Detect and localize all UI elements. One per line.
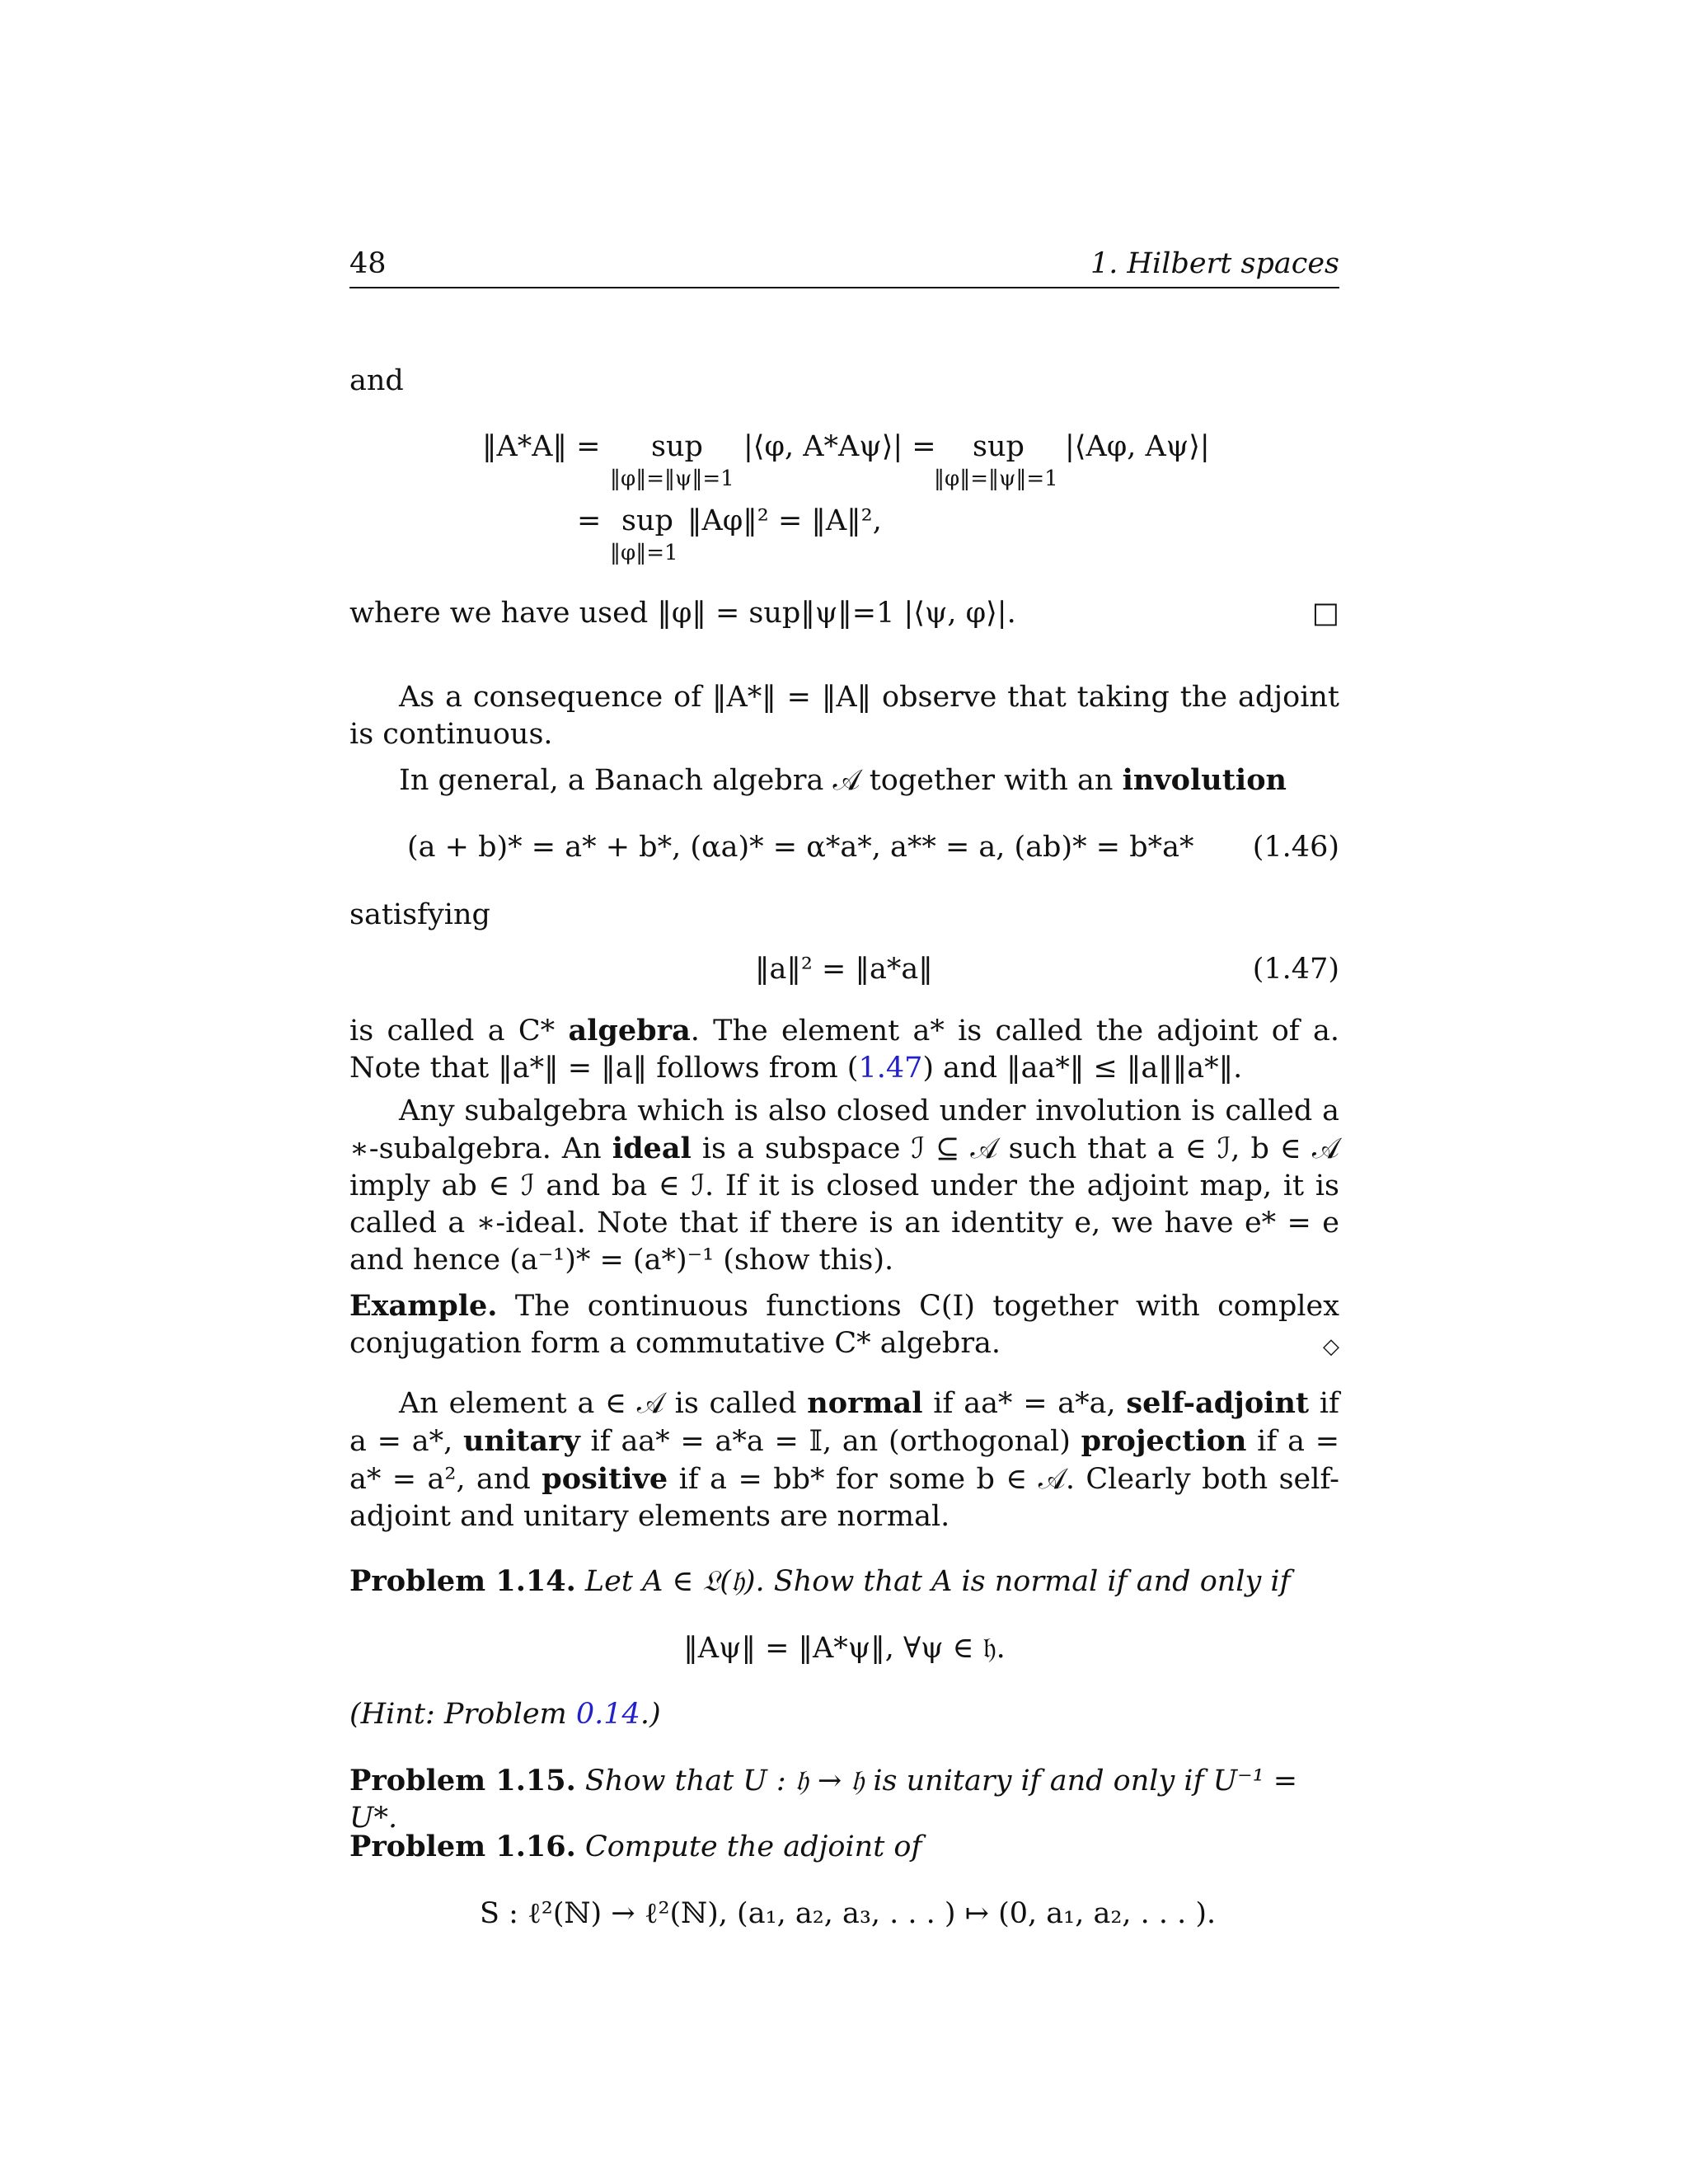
eq-lhs: ‖A*A‖ = [482, 430, 601, 463]
equation-1-47-number: (1.47) [1252, 953, 1339, 986]
problem-1-14 [349, 1563, 1339, 1601]
eq-rhs: |⟨Aφ, Aψ⟩| [1065, 430, 1210, 463]
page-number: 48 [349, 247, 387, 280]
term-normal: normal [807, 1386, 923, 1420]
problem-1-16 [349, 1828, 1339, 1866]
equation-1-46 [349, 829, 1339, 866]
term-positive: positive [542, 1462, 668, 1496]
para-called-text-3: ) and ‖aa*‖ ≤ ‖a‖‖a*‖. [922, 1052, 1243, 1085]
equation-1-47-expr: ‖a‖² = ‖a*a‖ [755, 953, 933, 986]
where-line-block [349, 595, 1339, 632]
problem-1-14-text: Let A ∈ 𝔏(𝔥). Show that A is normal if and only if [575, 1565, 1291, 1598]
para-normal-text-3: if a = a*, [349, 1387, 1340, 1458]
term-involution: involution [1122, 763, 1287, 797]
para-subalgebra-text-2: is a subspace ℐ ⊆ 𝒜 such that a ∈ ℐ, b ∈ 𝒜 imply ab ∈ ℐ and ba ∈ ℐ. If it is closed under the adjoint map, it is called a ∗-ideal. Note that if there is an identity e, we have e* = e and hence (a⁻¹)* = (a*)⁻¹ (show this). [349, 1132, 1339, 1277]
qed-icon: □ [1311, 597, 1339, 630]
para-normal-text-4: if aa* = a*a = 𝕀, an (orthogonal) [579, 1425, 1081, 1458]
para-banach [349, 762, 1339, 799]
para-normal-text-2: if aa* = a*a, [922, 1387, 1127, 1420]
problem-1-15-label: Problem 1.15. [349, 1764, 576, 1797]
eq2-sup-sub: ‖φ‖=1 [610, 541, 678, 565]
term-projection: projection [1081, 1424, 1247, 1458]
eq-sup-1-sub: ‖φ‖=‖ψ‖=1 [610, 466, 734, 491]
problem-ref-link[interactable]: 0.14 [575, 1698, 640, 1731]
problem-1-15-text: Show that U : 𝔥 → 𝔥 is unitary if and only if U⁻¹ = U*. [349, 1765, 1298, 1835]
equation-1-47 [349, 951, 1339, 988]
eq2-sup: sup [621, 504, 673, 537]
eq2-rhs: ‖Aφ‖² = ‖A‖², [687, 504, 882, 537]
diamond-icon: ◇ [1323, 1334, 1339, 1359]
intro-word: and [349, 364, 404, 397]
problem-1-14-display: ‖Aψ‖ = ‖A*ψ‖, ∀ψ ∈ 𝔥. [683, 1632, 1006, 1665]
running-header [349, 244, 1339, 288]
equation-1-46-number: (1.46) [1252, 831, 1339, 864]
problem-1-14-hint [349, 1696, 1339, 1733]
problem-1-16-label: Problem 1.16. [349, 1830, 576, 1863]
eq-sup-2-sub: ‖φ‖=‖ψ‖=1 [934, 466, 1058, 491]
para-normal-text-5: if a = a* = a², and [349, 1425, 1340, 1496]
hint-text-before: (Hint: Problem [349, 1698, 576, 1731]
example-text: The continuous functions C(I) together with complex conjugation form a commutative C* algebra. [349, 1290, 1339, 1360]
equation-1-46-expr: (a + b)* = a* + b*, (αa)* = α*a*, a** = a, (ab)* = b*a* [407, 831, 1194, 864]
term-unitary: unitary [462, 1424, 580, 1458]
para-called-text-2: . The element a* is called the adjoint of a. Note that ‖a*‖ = ‖a‖ follows from ( [349, 1015, 1340, 1085]
problem-1-16-display: S : ℓ²(ℕ) → ℓ²(ℕ), (a₁, a₂, a₃, . . . ) ↦ (0, a₁, a₂, . . . ). [480, 1897, 1217, 1930]
para-banach-text: In general, a Banach algebra 𝒜 together with an [399, 764, 1123, 797]
para-called [349, 1012, 1339, 1087]
para-consequence: As a consequence of ‖A*‖ = ‖A‖ observe that taking the adjoint is continuous. [349, 681, 1339, 751]
para-subalgebra [349, 1093, 1339, 1279]
eq-sup-1: sup [651, 430, 703, 463]
example-end [349, 1325, 1339, 1362]
problem-1-16-text: Compute the adjoint of [575, 1830, 922, 1863]
equation-ref-link[interactable]: 1.47 [858, 1052, 923, 1085]
problem-1-15 [349, 1762, 1339, 1837]
para-called-text-1: is called a C* [349, 1015, 569, 1047]
satisfying-label: satisfying [349, 898, 490, 931]
term-algebra: algebra [568, 1014, 691, 1047]
where-line: where we have used ‖φ‖ = sup‖ψ‖=1 |⟨ψ, φ⟩|. [349, 597, 1016, 630]
problem-1-14-label: Problem 1.14. [349, 1564, 576, 1598]
example-label: Example. [349, 1289, 498, 1323]
para-subalgebra-text-1: Any subalgebra which is also closed under involution is called a ∗-subalgebra. An [349, 1094, 1339, 1165]
eq-mid: |⟨φ, A*Aψ⟩| = [743, 430, 936, 463]
term-ideal: ideal [612, 1132, 692, 1165]
para-normal-text-6: if a = bb* for some b ∈ 𝒜. Clearly both self-adjoint and unitary elements are normal. [349, 1463, 1339, 1533]
chapter-title: 1. Hilbert spaces [1090, 247, 1339, 280]
para-normal [349, 1385, 1339, 1535]
eq-sup-2: sup [973, 430, 1025, 463]
para-normal-text-1: An element a ∈ 𝒜 is called [399, 1387, 808, 1420]
hint-text-after: .) [640, 1698, 661, 1731]
eq2-equals: = [577, 504, 602, 537]
term-self-adjoint: self-adjoint [1126, 1386, 1310, 1420]
